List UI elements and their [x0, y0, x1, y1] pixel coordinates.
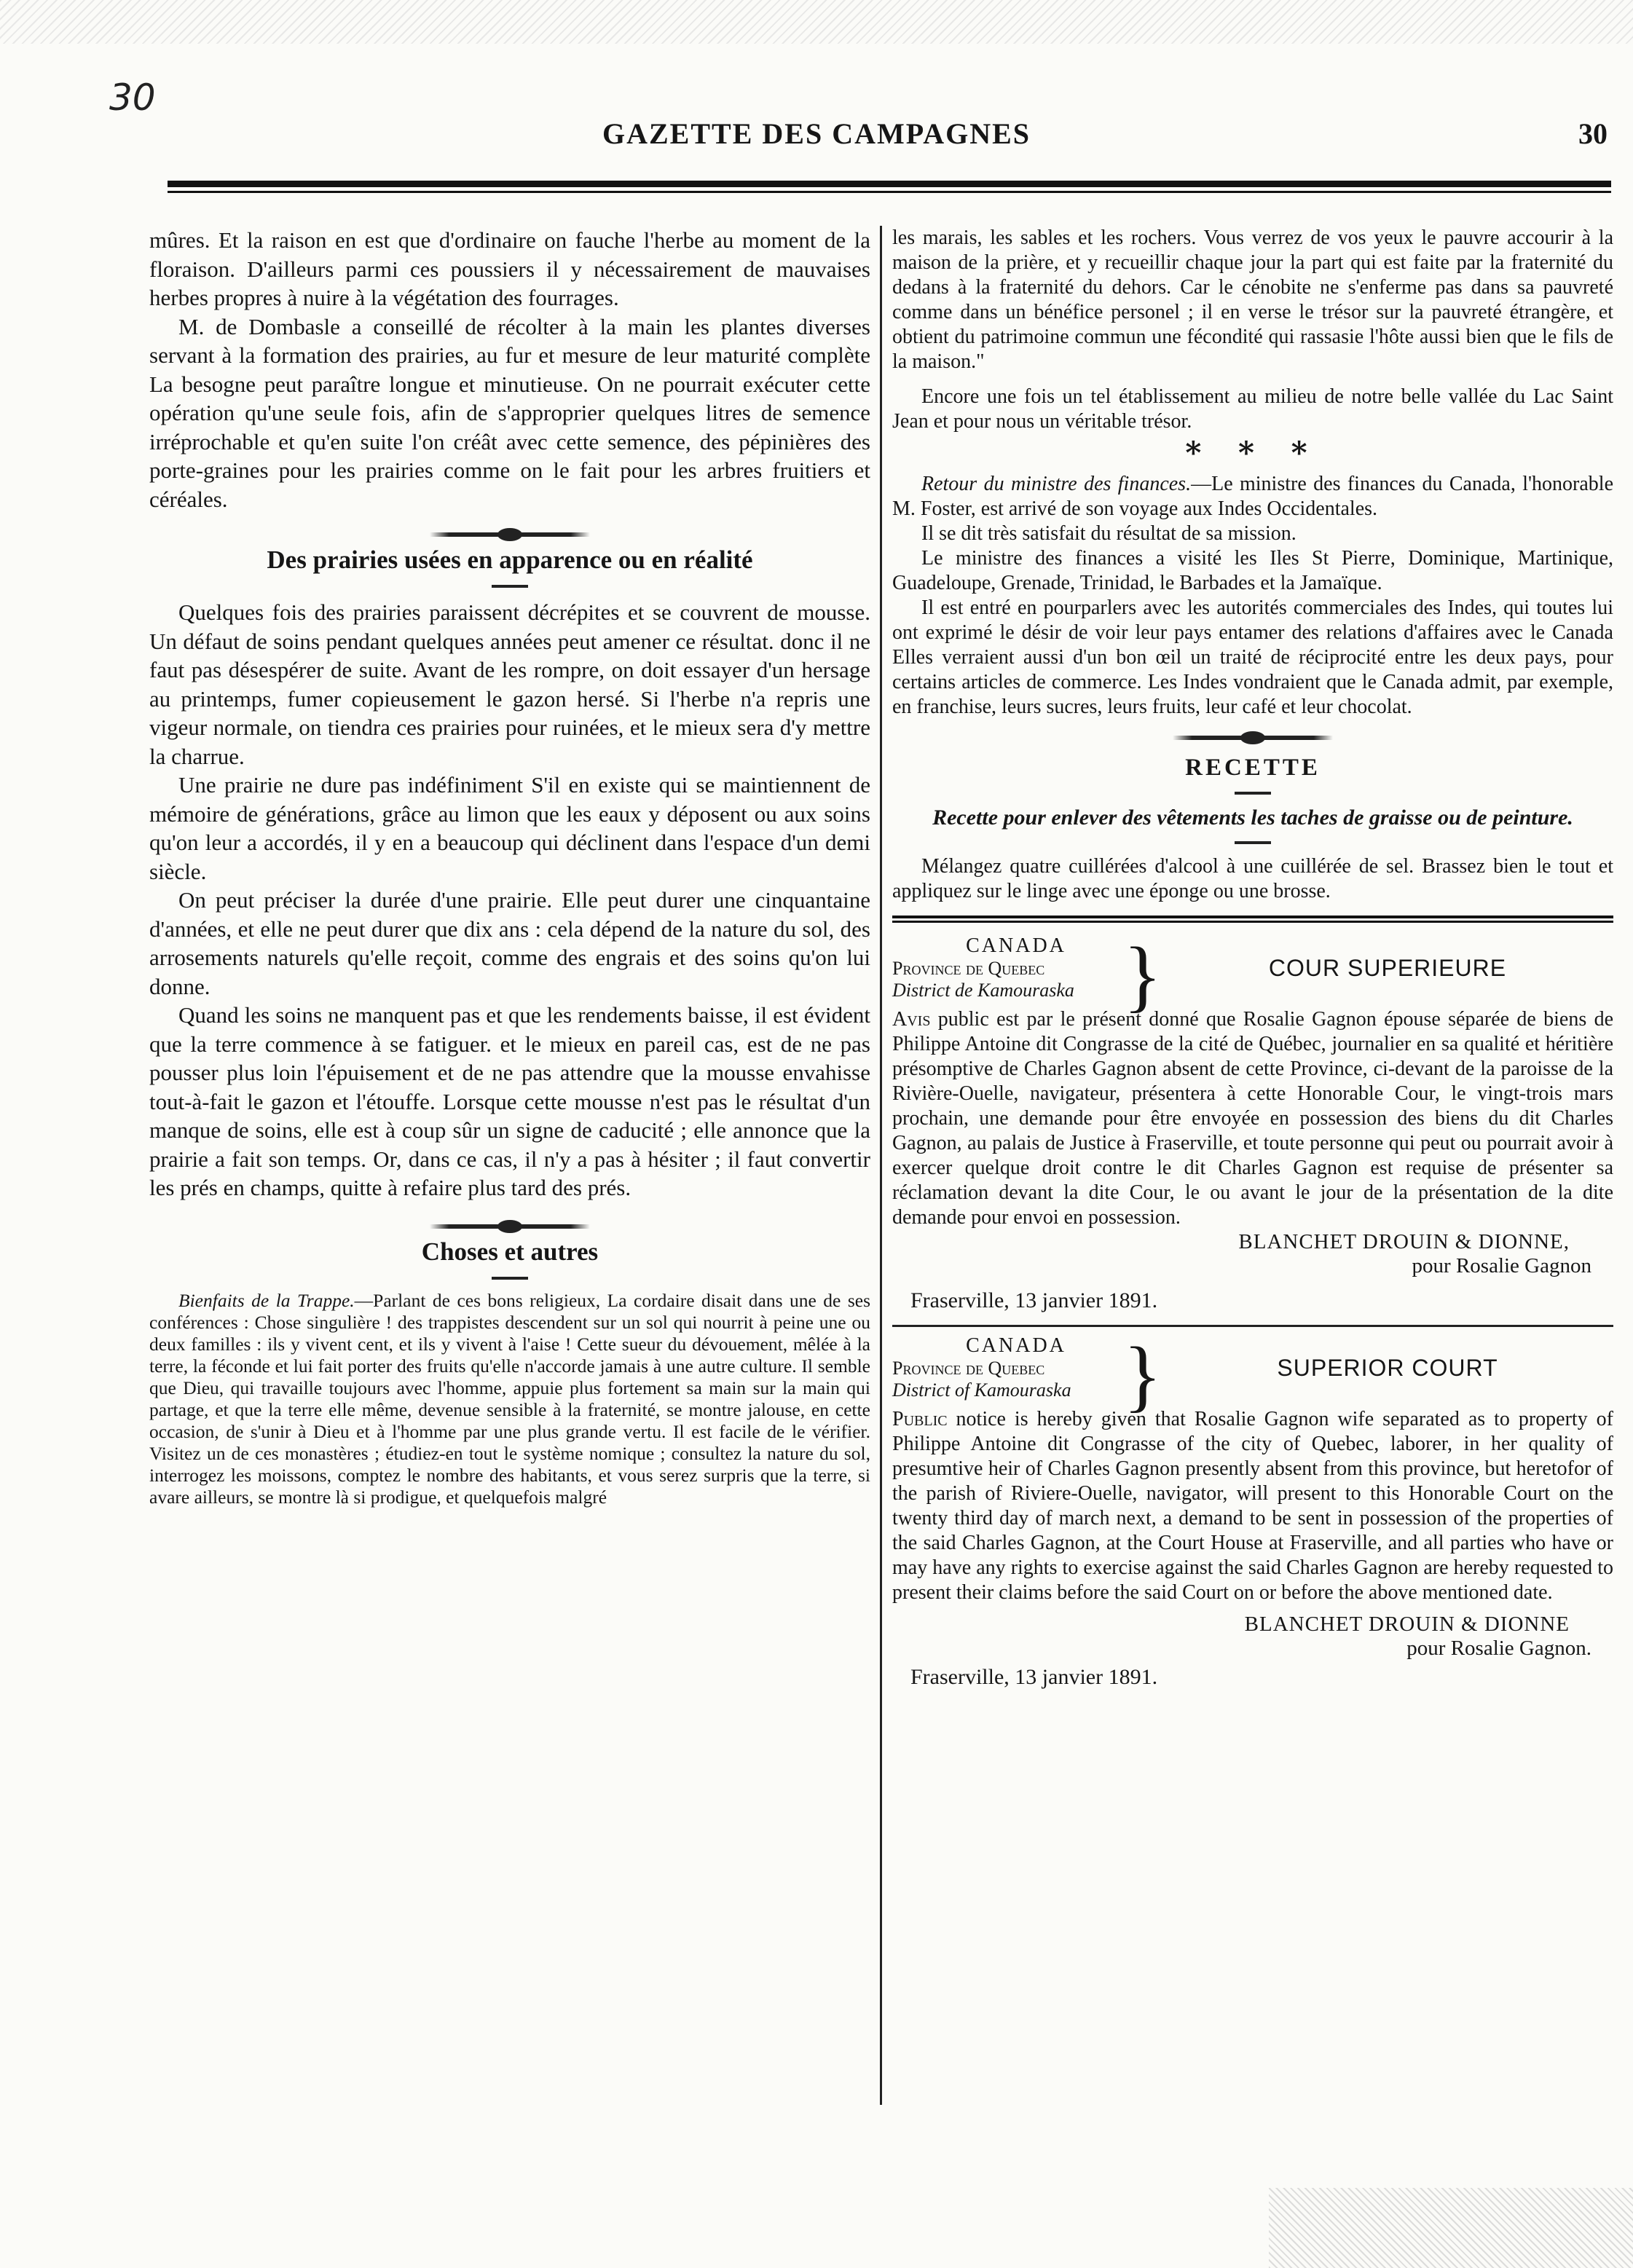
section-ornament — [430, 532, 590, 537]
jurisdiction-province: Province de Quebec — [892, 1358, 1045, 1379]
article-paragraph: Quelques fois des prairies paraissent décrépites et se couvrent de mousse. Un défaut de soins pendant quelques années peut amener ce résultat. donc il ne faut pas désespérer de suite. Avant de les rompre, on doit essayer d'un hersage au printemps, fumer copieusement le gazon hersé. Si l'herbe n'a repris une vigeur normale, on tiendra ces prairies pour ruinées, et le mieux sera d'y mettre la charrue. — [149, 599, 870, 769]
section-ornament — [1173, 736, 1333, 740]
article-paragraph — [149, 1290, 870, 1508]
header-rule-thick — [168, 181, 1611, 187]
jurisdiction-country: CANADA — [966, 1334, 1066, 1357]
article-paragraph: Quand les soins ne manquent pas et que les rendements baisse, il est évident que la terre commence à se fatiguer. et le mieux en pareil cas, est de ne pas pousser plus loin l'épuisement et de ne pas attendre que la mousse envahisse tout-à-fait le gazon et l'étouffe. Lorsque cette mousse n'est pas le résultat d'un manque de soins, elle est à coup sûr un signe de caducité ; elle annonce que la prairie a fait son temps. Or, dans ce cas, il n'y a pas à hésiter ; il faut convertir les prés en champs, quitte à refaire plus tard des prés. — [149, 1002, 870, 1200]
heading-dash — [1235, 841, 1271, 844]
notice-text: public est par le présent donné que Rosalie Gagnon épouse séparée de biens de Philippe Antoine dit Congrasse de la cité de Québec, journalier en sa qualité et héritière présomptive de Charles Gagnon absent de cette Province, ci-devant de la paroisse de la Rivière-Ouelle, navigateur, présentera à cette Honorable Cour, le vingt-trois mars prochain, une demande pour être envoyée en possession des biens du dit Charles Gagnon, au palais de Justice à Fraserville, et toute personne qui peut ou pourrait avoir à exercer quelque droit contre le dit Charles Gagnon est requise de présenter sa réclamation devant la dite Cour, le ou avant le jour de la présentation de la dite demande pour envoi en possession. — [892, 1008, 1613, 1229]
recipe-title: Recette pour enlever des vêtements les taches de graisse ou de peinture. — [932, 806, 1573, 830]
heading-dash — [492, 585, 528, 588]
article-paragraph: Encore une fois un tel établissement au milieu de notre belle vallée du Lac Saint Jean et pour nous un véritable trésor. — [892, 385, 1613, 433]
left-column — [149, 226, 870, 1508]
section-heading: Des prairies usées en apparence ou en réalité — [267, 546, 753, 574]
legal-notice-body — [892, 1407, 1613, 1605]
article-paragraph: Le ministre des finances a visité les Iles St Pierre, Dominique, Martinique, Guadeloupe, Grenade, Trinidad, le Barbades et la Jamaïque. — [892, 547, 1613, 594]
notice-date: Fraserville, 13 janvier 1891. — [910, 1665, 1158, 1689]
header-rule-thin — [168, 191, 1611, 193]
notice-text: notice is hereby given that Rosalie Gagnon wife separated as to property of Philippe Antoine dit Congrasse of the city of Quebec, laborer, in her quality of presumtive heir of Charles Gagnon presently absent from this province, but heretofor of the parish of Riviere-Ouelle, navigator, will present to this Honorable Court on the twenty third day of march next, a demand to be sent in possession of the properties of the said Charles Gagnon, at the Court House at Fraserville, and all parties who have or may have any rights to exercise against the said Charles Gagnon are hereby requested to present their claims before the said Court on or before the above mentioned date. — [892, 1408, 1614, 1604]
jurisdiction-district: District de Kamouraska — [892, 980, 1074, 1001]
section-heading: Choses et autres — [421, 1237, 599, 1266]
page-number: 30 — [1578, 117, 1608, 150]
jurisdiction-province: Province de Quebec — [892, 958, 1045, 979]
court-name: COUR SUPERIEURE — [1268, 954, 1507, 981]
notice-signature: BLANCHET DROUIN & DIONNE — [1244, 1613, 1570, 1636]
jurisdiction-country: CANADA — [966, 934, 1066, 957]
legal-notice-header — [892, 1334, 1613, 1401]
right-column — [892, 226, 1613, 1690]
article-paragraph: Une prairie ne dure pas indéfiniment S'il en existe qui se maintiennent de mémoire de générations, grâce au limon que les eaux y déposent ou aux soins qu'on leur a accordés, il y en a beaucoup qui déclinent dans l'espace d'un demi siècle. — [149, 772, 870, 884]
legal-notice-header — [892, 934, 1613, 1001]
section-stars: * * * — [1185, 435, 1321, 470]
recipe-heading: RECETTE — [1185, 755, 1321, 781]
legal-notice-body — [892, 1007, 1613, 1230]
article-paragraph: M. de Dombasle a conseillé de récolter à la main les plantes diverses servant à la formation des prairies, au fur et mesure de leur maturité complète La besogne peut paraître longue et minutieuse. On ne pourrait exécuter cette opération qu'une seule fois, afin de s'approprier quelques litres de semence irréprochable et qu'en suite l'on créât avec cette semence, des pépinières des porte-graines pour les prairies comme on le fait pour les arbres fruitiers et céréales. — [149, 313, 870, 512]
article-title: Bienfaits de la Trappe. — [178, 1289, 355, 1311]
notice-date: Fraserville, 13 janvier 1891. — [910, 1288, 1158, 1312]
notice-for: pour Rosalie Gagnon — [1412, 1254, 1591, 1277]
article-text: —Parlant de ces bons religieux, La cordaire disait dans une de ses conférences : Chose singulière ! des trappistes descendent sur un sol qui nourrit à peine une ou deux familles : ils y vivent cent, et ils y vivent à l'aise ! Cette sueur du dévouement, mêlée à la terre, la féconde et lui fait porter des fruits qu'elle n'accorde jamais à une autre culture. Il semble que Dieu, qui travaille toujours avec l'homme, appuie plus fortement sa main sur la main qui partage, et que la terre elle même, devenue sensible à la fraternité, se montre jalouse, en cette occasion, de s'unir à Dieu et à l'homme par une plus grande vertu. Il est facile de le vérifier. Visitez un de ces monastères ; étudiez-en tout le système nomique ; consultez la nature du sol, interrogez les moissons, comptez le nombre des habitants, et vous serez surpris que la terre, si avare ailleurs, se montre là si prodigue, et quelquefois malgré — [149, 1289, 871, 1508]
notice-signature: BLANCHET DROUIN & DIONNE, — [1238, 1230, 1570, 1253]
heading-dash — [492, 1277, 528, 1280]
handwritten-page-number: 30 — [109, 76, 156, 119]
jurisdiction-block — [892, 1334, 1162, 1401]
article-text: —Le ministre des finances du Canada, l'honorable M. Foster, est arrivé de son voyage aux Indes Occidentales. — [892, 473, 1613, 520]
section-ornament — [430, 1224, 590, 1229]
notice-for: pour Rosalie Gagnon. — [1406, 1637, 1591, 1660]
notice-lead: Public — [892, 1408, 948, 1430]
recipe-text: Mélangez quatre cuillérées d'alcool à une cuillérée de sel. Brassez bien le tout et appliquez sur le linge avec une éponge ou une brosse. — [892, 855, 1613, 902]
article-paragraph: On peut préciser la durée d'une prairie. Elle peut durer une cinquantaine d'années, et elle ne peut durer que dix ans : cela dépend de la nature du sol, des arrosements naturels qu'elle reçoit, comme des engrais et des soins qu'on lui donne. — [149, 887, 870, 999]
scan-noise — [0, 0, 1633, 44]
jurisdiction-district: District of Kamouraska — [892, 1379, 1071, 1401]
column-divider — [880, 226, 882, 2105]
court-name: SUPERIOR COURT — [1277, 1354, 1498, 1381]
article-paragraph: Il est entré en pourparlers avec les autorités commerciales des Indes, qui toutes lui ont exprimé le désir de voir leur pays entamer des relations d'affaires avec le Canada Elles verraient aussi d'un bon œil un traité de réciprocité entre les deux pays, pour certains articles de commerce. Les Indes vondraient que le Canada admit, par exemple, en franchise, leurs sucres, leurs fruits, leur café et leur chocolat. — [892, 596, 1613, 718]
article-paragraph: mûres. Et la raison en est que d'ordinaire on fauche l'herbe au moment de la floraison. D'ailleurs parmi ces poussiers il y nécessairement de mauvaises herbes propres à nuire à la végétation des fourrages. — [149, 227, 870, 310]
masthead: GAZETTE DES CAMPAGNES — [602, 117, 1031, 150]
jurisdiction-block — [892, 934, 1162, 1001]
notice-lead: Avis — [892, 1008, 931, 1031]
article-paragraph — [892, 472, 1613, 521]
heading-dash — [1235, 792, 1271, 795]
article-title: Retour du ministre des finances. — [921, 473, 1192, 495]
article-paragraph: Il se dit très satisfait du résultat de sa mission. — [921, 522, 1296, 545]
notice-divider — [892, 916, 1613, 923]
scan-noise — [1269, 2188, 1633, 2268]
article-paragraph: les marais, les sables et les rochers. Vous verrez de vos yeux le pauvre accourir à la maison de la prière, et y recueillir chaque jour la part qui est faite par la fraternité du dedans à la fraternité du dehors. Car le cénobite ne s'enferme pas dans sa pauvreté comme dans un bénéfice personel ; il en verse le trésor sur la pauvreté étrangère, et obtient du patrimoine commun une fécondité qui rassasie l'hôte aussi bien que le fils de la maison." — [892, 227, 1613, 373]
